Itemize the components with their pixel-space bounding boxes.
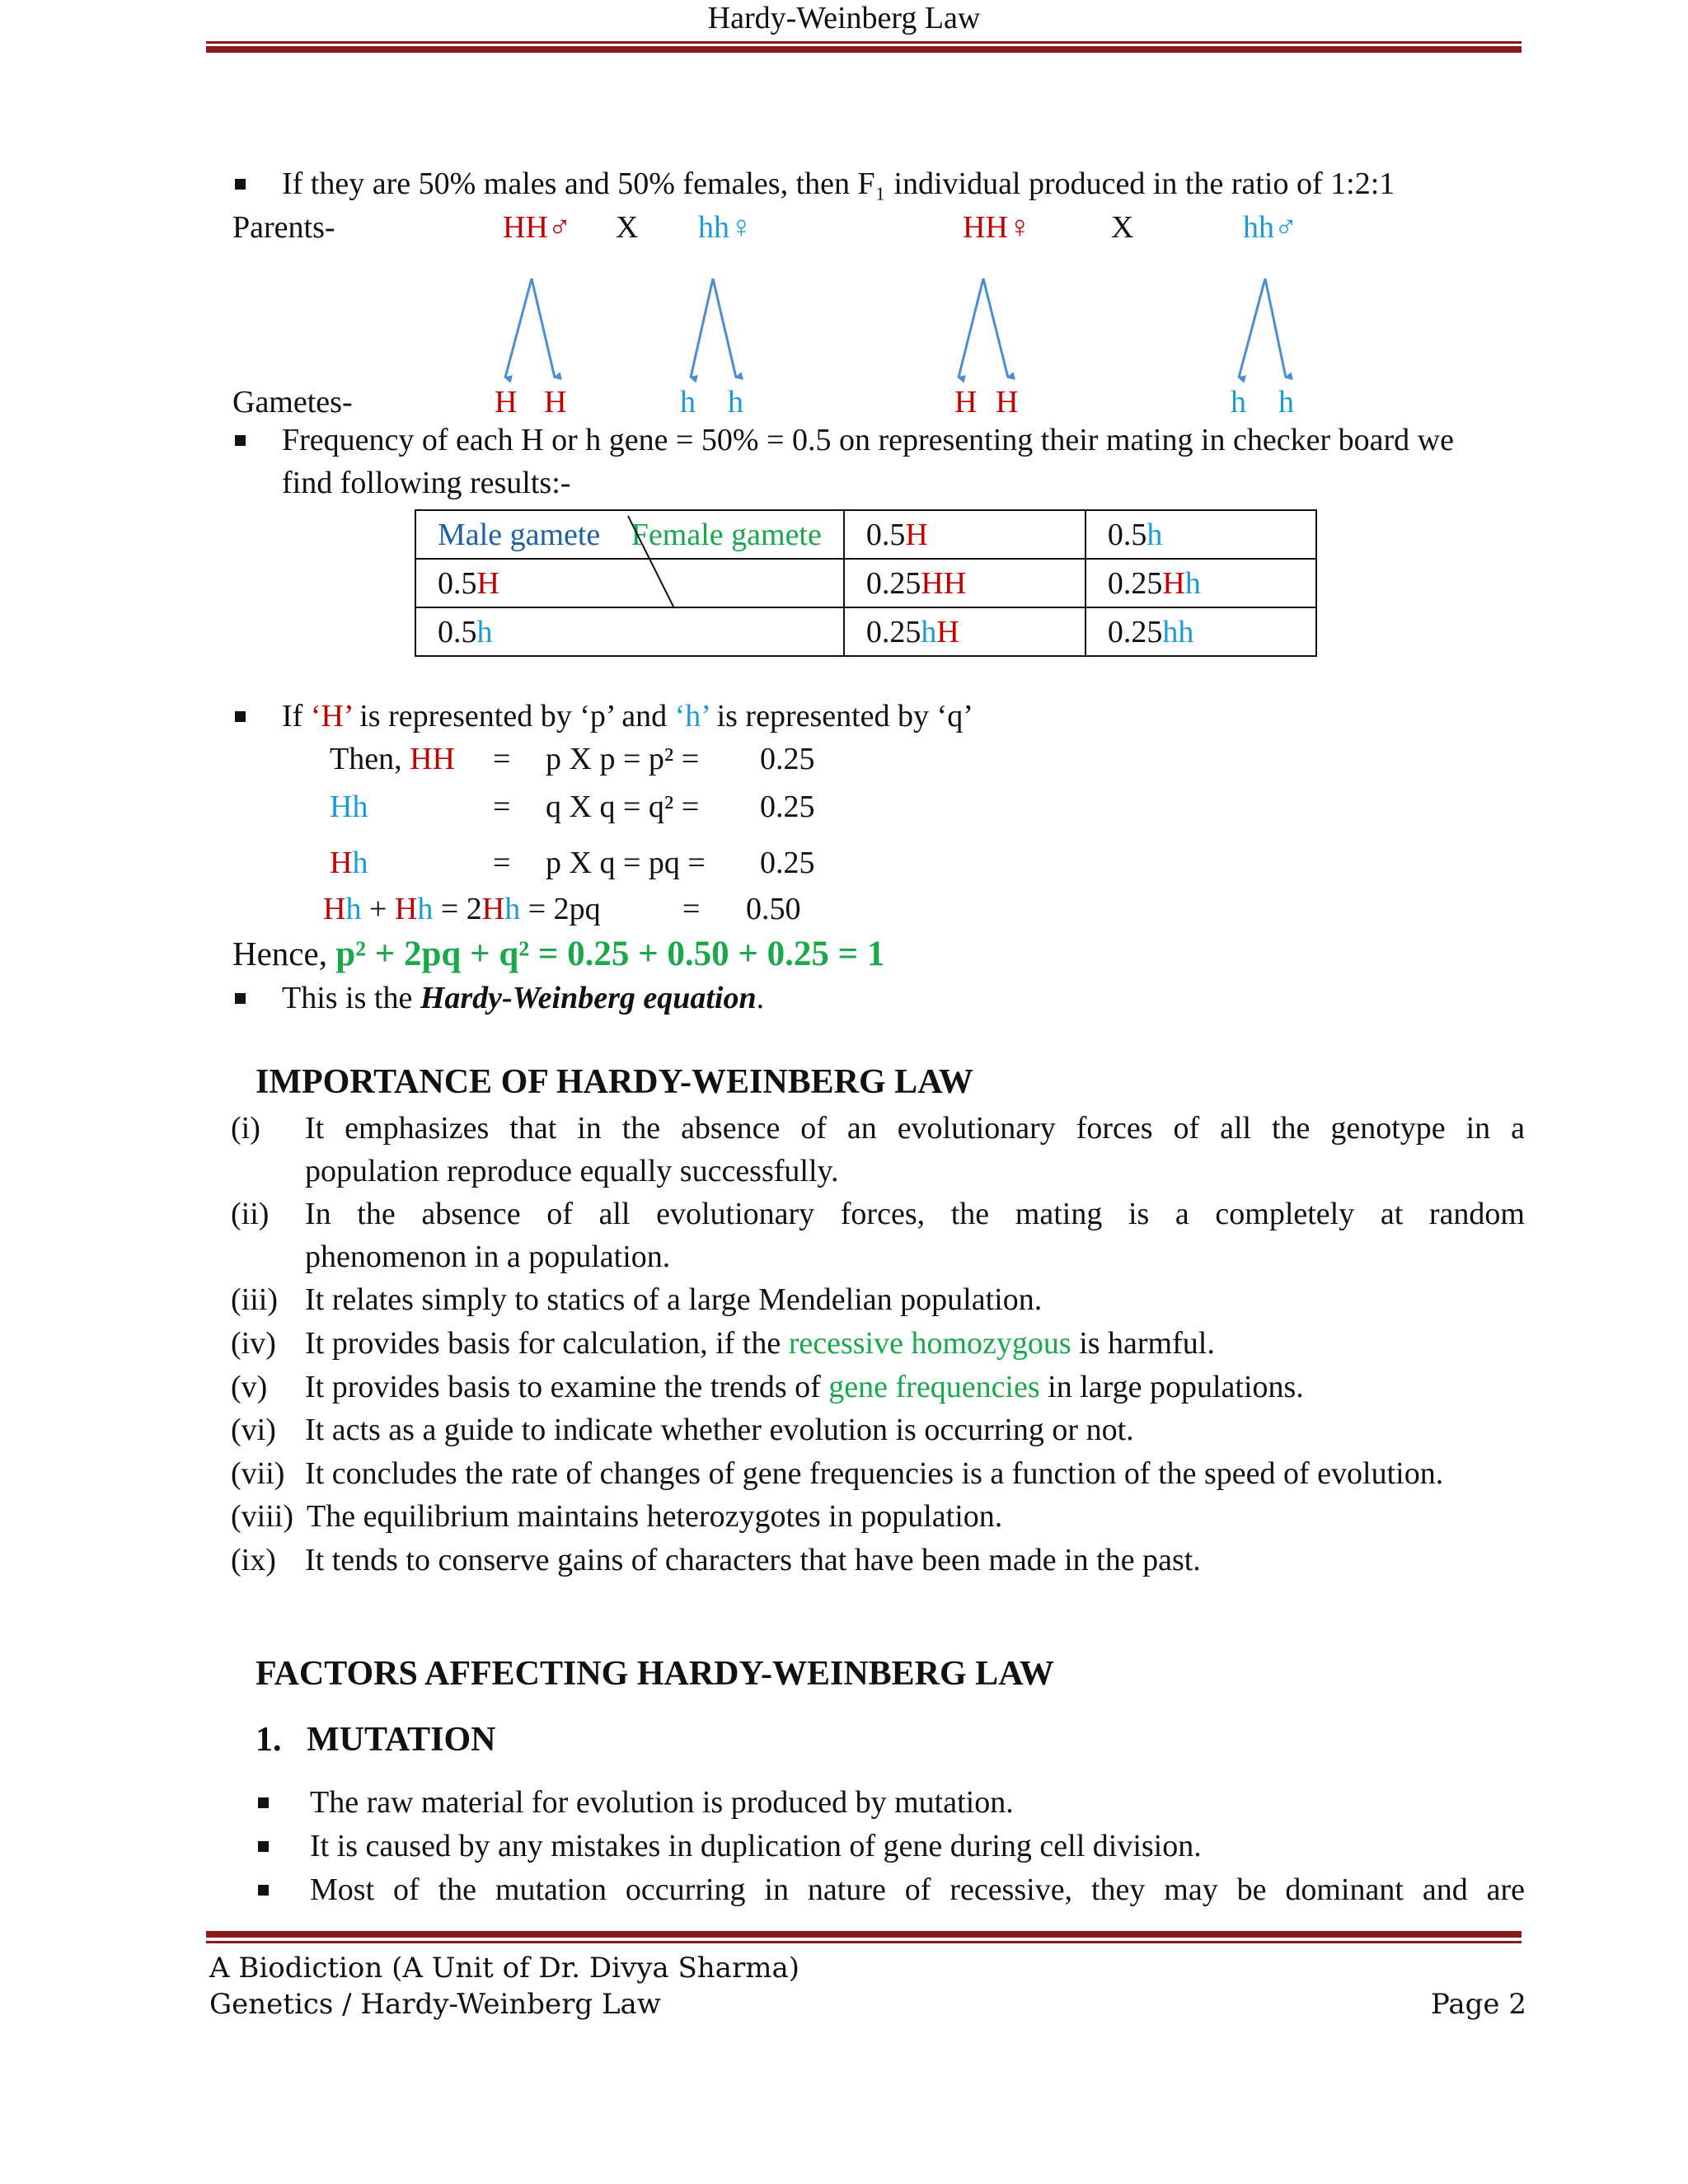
table-row [415,559,1316,607]
equation-row-1-eq: = [493,742,511,776]
footer-rule-thin [206,1941,1522,1943]
importance-num-5: (v) [231,1370,268,1404]
importance-num-7: (vii) [231,1456,285,1491]
importance-item-6: It acts as a guide to indicate whether evolution is occurring or not. [305,1413,1134,1447]
table-row [415,607,1316,656]
equation-row-3-eq: = [493,846,511,880]
footer-page-number: Page 2 [1431,1988,1526,2021]
gamete-8: h [1278,385,1294,419]
representation-line: If ‘H’ is represented by ‘p’ and ‘h’ is represented by ‘q’ [282,699,973,733]
equation-row-2-value: 0.25 [760,790,815,824]
importance-item-9: It tends to conserve gains of characters that have been made in the past. [305,1543,1201,1577]
intro-line: If they are 50% males and 50% females, then F₁ individual produced in the ratio of 1:2:1 [282,166,1395,201]
equation-row-3-expr: p X q = pq = [546,846,706,880]
frequency-line-2: find following results:- [282,466,571,500]
factors-bullet-3: Most of the mutation occurring in nature of recessive, they may be dominant and are [310,1872,1525,1907]
importance-item-3: It relates simply to statics of a large Mendelian population. [305,1282,1043,1317]
hardy-weinberg-equation-line: This is the Hardy-Weinberg equation. [282,981,765,1015]
footer-rule-thick [206,1931,1522,1938]
parent-3: HH♀ [963,210,1032,245]
table-row [415,510,1316,559]
footer-line-1: A Biodiction (A Unit of Dr. Divya Sharma) [209,1952,799,1985]
importance-item-2-line-1: In the absence of all evolutionary forces, the mating is a completely at random [305,1197,1525,1231]
equation-row-1-value: 0.25 [760,742,815,776]
col-header-h: 0.5h [1085,510,1316,559]
importance-item-1-line-1: It emphasizes that in the absence of an evolutionary forces of all the genotype in a [305,1111,1525,1146]
importance-item-1-line-2: population reproduce equally successfully. [305,1154,839,1188]
page-header-title: Hardy-Weinberg Law [707,1,981,35]
hence-line: Hence, p² + 2pq + q² = 0.25 + 0.50 + 0.25 = 1 [232,935,885,973]
factors-bullet-1: The raw material for evolution is produced by mutation. [310,1785,1014,1820]
factors-heading: FACTORS AFFECTING HARDY-WEINBERG LAW [256,1655,1054,1693]
importance-item-2-line-2: phenomenon in a population. [305,1240,671,1274]
importance-num-1: (i) [231,1111,260,1146]
equation-row-4-value: 0.50 [746,892,801,926]
bullet-marker [258,1841,269,1852]
gamete-arrows-diagram [0,0,1688,429]
equation-row-2-expr: q X q = q² = [546,790,700,824]
diagonal-divider [626,511,676,610]
importance-heading: IMPORTANCE OF HARDY-WEINBERG LAW [256,1063,973,1101]
row-header-H: 0.5H [415,559,844,607]
bullet-marker [235,993,246,1004]
equation-row-1-expr: p X p = p² = [546,742,700,776]
gamete-5: H [954,385,978,419]
gamete-3: h [680,385,696,419]
gamete-6: H [996,385,1019,419]
equation-row-2-eq: = [493,790,511,824]
importance-num-9: (ix) [231,1543,276,1577]
gametes-label: Gametes- [232,385,353,419]
factors-sub-title: MUTATION [307,1721,496,1759]
frequency-line-1: Frequency of each H or h gene = 50% = 0.5 on representing their mating in checker board we [282,423,1454,457]
col-header-H: 0.5H [844,510,1085,559]
importance-item-5: It provides basis to examine the trends of gene frequencies in large populations. [305,1370,1304,1404]
bullet-marker [235,711,246,722]
parent-4: hh♂ [1243,210,1298,245]
equation-row-3-term: Hh [330,846,368,880]
row-header-h: 0.5h [415,607,844,656]
bullet-marker [258,1797,269,1808]
female-gamete-label: Female gamete [631,517,822,552]
table-corner-cell [415,510,844,559]
table-cell: 0.25Hh [1085,559,1316,607]
cross-sign-2: X [1111,210,1134,245]
male-gamete-label: Male gamete [438,517,601,552]
parent-1: HH♂ [503,210,572,245]
equation-row-2-term: Hh [330,790,368,824]
table-cell: 0.25hH [844,607,1085,656]
importance-item-7: It concludes the rate of changes of gene frequencies is a function of the speed of evolution. [305,1456,1444,1491]
gamete-2: H [544,385,567,419]
factors-bullet-2: It is caused by any mistakes in duplication of gene during cell division. [310,1829,1202,1863]
equation-row-4-eq: = [682,892,701,926]
importance-item-8: The equilibrium maintains heterozygotes in population. [307,1499,1003,1534]
importance-num-2: (ii) [231,1197,270,1231]
bullet-marker [258,1885,269,1896]
equation-row-4-expr: Hh + Hh = 2Hh = 2pq [323,892,601,926]
importance-num-4: (iv) [231,1326,276,1361]
equation-row-3-value: 0.25 [760,846,815,880]
importance-num-3: (iii) [231,1282,278,1317]
factors-sub-number: 1. [256,1721,282,1759]
table-cell: 0.25HH [844,559,1085,607]
parents-label: Parents- [232,210,335,245]
importance-item-4: It provides basis for calculation, if the recessive homozygous is harmful. [305,1326,1215,1361]
table-cell: 0.25hh [1085,607,1316,656]
importance-num-8: (viii) [231,1499,293,1534]
equation-row-1-term: Then, HH [330,742,455,776]
gamete-4: h [728,385,743,419]
parent-2: hh♀ [698,210,753,245]
importance-num-6: (vi) [231,1413,276,1447]
gamete-1: H [495,385,518,419]
bullet-marker [235,435,246,446]
cross-sign-1: X [616,210,639,245]
gamete-7: h [1231,385,1246,419]
footer-line-2: Genetics / Hardy-Weinberg Law [209,1988,661,2021]
checker-board-table [415,509,1317,657]
